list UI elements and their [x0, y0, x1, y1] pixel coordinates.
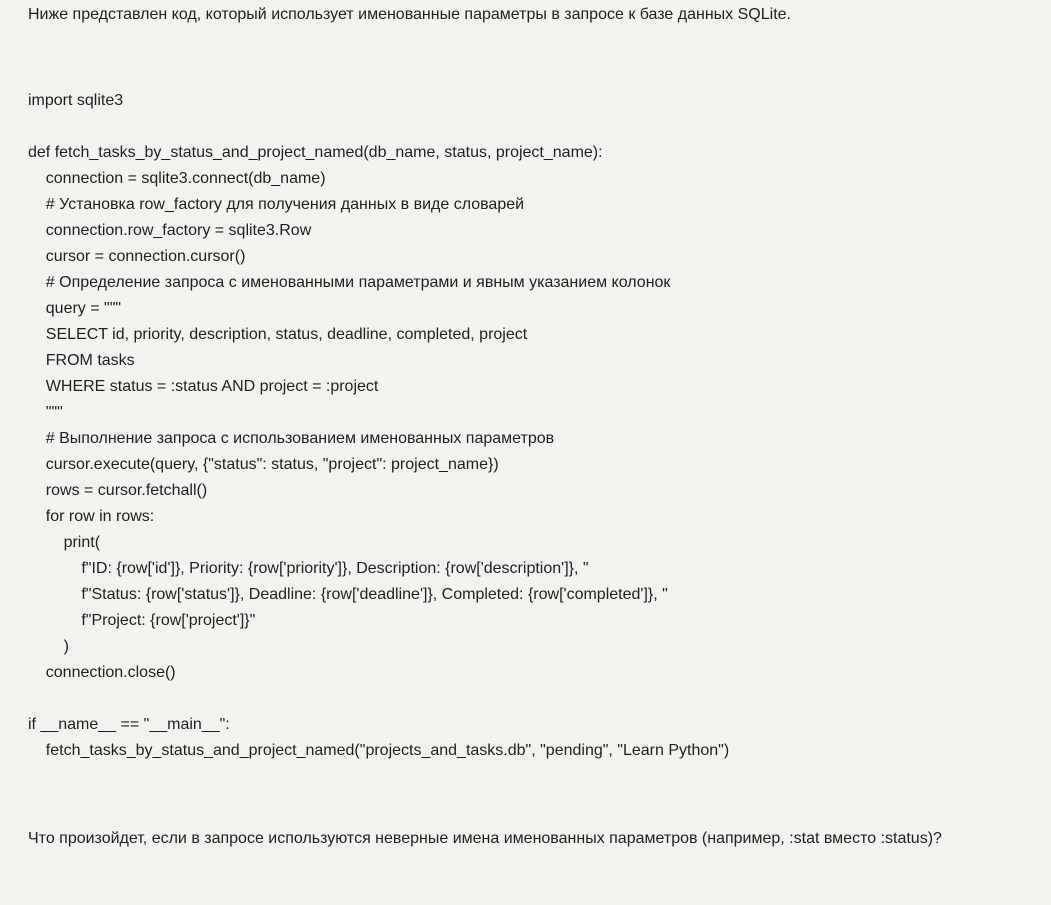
- code-line: # Выполнение запроса с использованием именованных параметров: [28, 430, 555, 447]
- code-line: cursor = connection.cursor(): [28, 248, 246, 265]
- intro-paragraph: Ниже представлен код, который использует именованные параметры в запросе к базе данных SQLite.: [28, 6, 791, 23]
- question-paragraph: Что произойдет, если в запросе используются неверные имена именованных параметров (например, :stat вместо :status)?: [28, 830, 942, 847]
- code-line: f"ID: {row['id']}, Priority: {row['priority']}, Description: {row['description']}, ": [28, 560, 589, 577]
- code-line: WHERE status = :status AND project = :project: [28, 378, 379, 395]
- code-block: [28, 88, 729, 764]
- code-line: f"Project: {row['project']}": [28, 612, 256, 629]
- code-line: connection.row_factory = sqlite3.Row: [28, 222, 312, 239]
- code-line: for row in rows:: [28, 508, 155, 525]
- code-line: [28, 114, 729, 140]
- code-line: import sqlite3: [28, 92, 124, 109]
- code-line: [28, 686, 729, 712]
- code-line: rows = cursor.fetchall(): [28, 482, 208, 499]
- code-line: connection = sqlite3.connect(db_name): [28, 170, 326, 187]
- code-line: ): [28, 638, 69, 655]
- code-line: FROM tasks: [28, 352, 135, 369]
- code-line: f"Status: {row['status']}, Deadline: {row['deadline']}, Completed: {row['completed']}, ": [28, 586, 668, 603]
- code-line: if __name__ == "__main__":: [28, 716, 230, 733]
- code-line: SELECT id, priority, description, status, deadline, completed, project: [28, 326, 528, 343]
- code-line: # Установка row_factory для получения данных в виде словарей: [28, 196, 525, 213]
- code-line: connection.close(): [28, 664, 176, 681]
- code-line: def fetch_tasks_by_status_and_project_named(db_name, status, project_name):: [28, 144, 603, 161]
- code-line: # Определение запроса с именованными параметрами и явным указанием колонок: [28, 274, 671, 291]
- code-line: cursor.execute(query, {"status": status, "project": project_name}): [28, 456, 499, 473]
- code-line: """: [28, 404, 63, 421]
- code-line: fetch_tasks_by_status_and_project_named("projects_and_tasks.db", "pending", "Learn Python"): [28, 742, 730, 759]
- code-line: print(: [28, 534, 101, 551]
- code-line: query = """: [28, 300, 122, 317]
